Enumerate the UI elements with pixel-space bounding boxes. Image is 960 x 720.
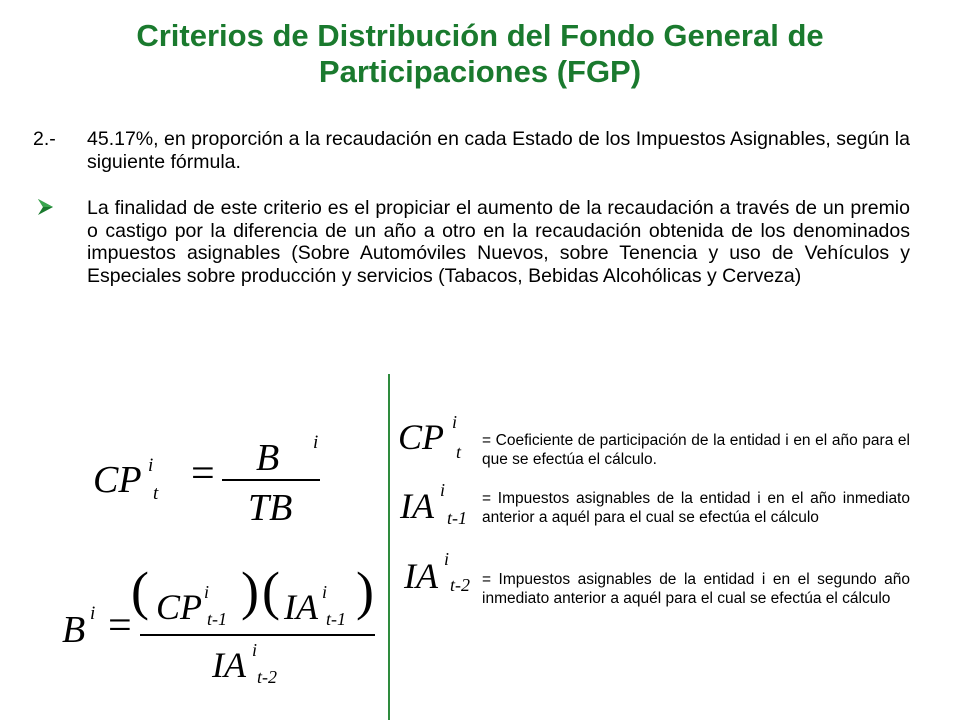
def-sub: t-2: [450, 575, 470, 595]
formula2-den-sup: i: [252, 640, 258, 660]
def-sup: i: [452, 412, 458, 432]
def-symbol: IA: [400, 486, 434, 526]
divider-line: [388, 374, 390, 720]
formula1-lhs-sub: t: [153, 483, 159, 504]
formula1-lhs: CP: [93, 459, 142, 501]
formula2-lhs: B: [62, 609, 86, 651]
formula2-den-sub: t-2: [257, 667, 277, 687]
formula2-term2-sub: t-1: [326, 609, 346, 629]
formula2-rparen2: ): [356, 561, 374, 621]
formula2-equals: =: [108, 603, 132, 649]
def-text: = Coeficiente de participación de la entidad i en el año para el que se efectúa el cálculo.: [482, 432, 910, 468]
page-title: Criterios de Distribución del Fondo General de Participaciones (FGP): [136, 18, 824, 89]
formula2-term2-sup: i: [322, 582, 328, 602]
fraction-bar: [222, 479, 320, 481]
def-sub: t-1: [447, 508, 467, 528]
formula1-lhs-sup: i: [148, 455, 154, 476]
formula2-lparen1: (: [131, 561, 149, 621]
item-number: 2.-: [33, 128, 56, 150]
formula1-numerator: B: [256, 437, 280, 479]
formula2-lhs-sup: i: [90, 603, 96, 624]
item-text: 45.17%, en proporción a la recaudación en cada Estado de los Impuestos Asignables, según la siguiente fórmula.: [87, 128, 910, 173]
formula1-equals: =: [191, 451, 215, 497]
arrow-bullet-icon: [36, 197, 56, 222]
def-text: = Impuestos asignables de la entidad i en el año inmediato anterior a aquél para el cual se efectúa el cálculo: [482, 490, 910, 526]
formula1-num-sup: i: [313, 432, 319, 453]
def-symbol: CP: [398, 417, 445, 457]
def-text: = Impuestos asignables de la entidad i en el segundo año inmediato anterior a aquél para el cual se efectúa el cálculo: [482, 571, 910, 607]
fraction-bar: [140, 634, 375, 636]
formula2-term2: IA: [284, 587, 318, 627]
formula2-term1-sub: t-1: [207, 609, 227, 629]
formula2-denominator: IA: [212, 645, 246, 685]
formula1-denominator: TB: [248, 487, 293, 529]
def-sup: i: [444, 549, 450, 569]
bullet-text: La finalidad de este criterio es el propiciar el aumento de la recaudación a través de un premio o castigo por la diferencia de un año a otro en la recaudación obtenida de los denominados impuestos asignables (Sobre Automóviles Nuevos, sobre Tenencia y uso de Vehículos y Especiales sobre producción y servicios (Tabacos, Bebidas Alcohólicas y Cerveza): [87, 197, 910, 287]
formula2-rparen1: ): [241, 561, 259, 621]
def-sub: t: [456, 442, 462, 462]
formula2-lparen2: (: [262, 561, 280, 621]
def-symbol: IA: [404, 556, 438, 596]
formula2-term1: CP: [156, 587, 203, 627]
def-sup: i: [440, 480, 446, 500]
formula2-term1-sup: i: [204, 582, 210, 602]
